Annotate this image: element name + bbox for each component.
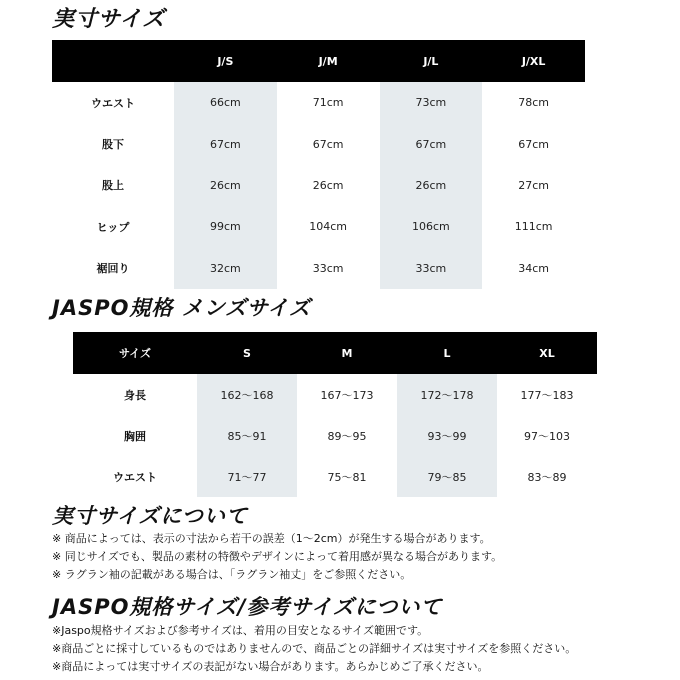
table-cell: 162〜168 xyxy=(197,374,297,415)
table-cell: 83〜89 xyxy=(527,470,567,484)
actual-size-title: 実寸サイズ xyxy=(52,7,166,32)
table-cell: 33cm xyxy=(380,248,483,289)
table-cell: 75〜81 xyxy=(327,470,367,484)
row-label: ウエスト xyxy=(113,470,157,484)
table-header-row xyxy=(52,40,585,82)
note-line: ※ ラグラン袖の記載がある場合は、「ラグラン袖丈」をご参照ください。 xyxy=(52,568,412,581)
table-row xyxy=(52,248,585,289)
note-line: ※ 商品によっては、表示の寸法から若干の誤差（1〜2cm）が発生する場合があります。 xyxy=(52,532,491,545)
table-row xyxy=(73,456,597,497)
header-cell-jm: J/M xyxy=(277,40,380,82)
row-label: ヒップ xyxy=(96,220,130,234)
header-cell-js: J/S xyxy=(174,40,277,82)
table-row xyxy=(52,206,585,247)
header-cell-m: M xyxy=(297,332,397,374)
table-cell: 71cm xyxy=(312,96,344,110)
header-cell-size: サイズ xyxy=(73,332,197,374)
row-label: 股下 xyxy=(102,138,124,152)
table-cell: 172〜178 xyxy=(397,374,497,415)
table-row xyxy=(73,374,597,415)
table-row xyxy=(52,123,585,164)
header-cell-xl: XL xyxy=(497,332,597,374)
row-label: 裾回り xyxy=(96,262,130,276)
table-cell: 93〜99 xyxy=(397,415,497,456)
header-cell xyxy=(52,40,174,82)
table-cell: 66cm xyxy=(174,82,277,123)
table-cell: 167〜173 xyxy=(320,388,374,402)
table-cell: 67cm xyxy=(312,137,344,151)
table-cell: 85〜91 xyxy=(197,415,297,456)
table-cell: 27cm xyxy=(518,178,549,192)
table-cell: 71〜77 xyxy=(197,456,297,497)
note-line: ※商品ごとに採寸しているものではありませんので、商品ごとの詳細サイズは実寸サイズを参照ください。 xyxy=(52,642,577,655)
note-line: ※商品によっては実寸サイズの表記がない場合があります。あらかじめご了承ください。 xyxy=(52,660,489,673)
header-cell-jl: J/L xyxy=(380,40,483,82)
table-cell: 97〜103 xyxy=(524,429,570,443)
row-label: ウエスト xyxy=(91,96,135,110)
about-jaspo-size-title: JASPO規格サイズ/参考サイズについて xyxy=(52,595,443,619)
table-cell: 33cm xyxy=(312,261,344,275)
jaspo-size-title: JASPO規格 メンズサイズ xyxy=(52,296,312,320)
about-actual-size-notes xyxy=(52,530,502,584)
table-row xyxy=(73,415,597,456)
table-cell: 67cm xyxy=(380,123,483,164)
table-cell: 99cm xyxy=(174,206,277,247)
table-cell: 111cm xyxy=(514,220,553,234)
table-cell: 26cm xyxy=(312,178,344,192)
table-cell: 73cm xyxy=(380,82,483,123)
table-cell: 67cm xyxy=(174,123,277,164)
table-cell: 89〜95 xyxy=(327,429,367,443)
table-header-row xyxy=(73,332,597,374)
table-cell: 32cm xyxy=(174,248,277,289)
table-cell: 177〜183 xyxy=(520,388,574,402)
table-cell: 79〜85 xyxy=(397,456,497,497)
table-cell: 104cm xyxy=(309,220,347,234)
header-cell-jxl: J/XL xyxy=(482,40,585,82)
row-label: 股上 xyxy=(102,179,124,193)
table-row xyxy=(52,82,585,123)
table-cell: 34cm xyxy=(518,261,549,275)
table-row xyxy=(52,165,585,206)
row-label: 身長 xyxy=(124,388,146,402)
table-cell: 26cm xyxy=(380,165,483,206)
row-label: 胸囲 xyxy=(124,429,146,443)
about-actual-size-title: 実寸サイズについて xyxy=(52,504,248,528)
note-line: ※Jaspo規格サイズおよび参考サイズは、着用の目安となるサイズ範囲です。 xyxy=(52,624,429,637)
actual-size-table xyxy=(52,40,585,289)
table-cell: 67cm xyxy=(518,137,549,151)
table-cell: 26cm xyxy=(174,165,277,206)
table-cell: 106cm xyxy=(380,206,483,247)
table-cell: 78cm xyxy=(518,96,549,110)
header-cell-l: L xyxy=(397,332,497,374)
note-line: ※ 同じサイズでも、製品の素材の特徴やデザインによって着用感が異なる場合があります。 xyxy=(52,550,503,563)
header-cell-s: S xyxy=(197,332,297,374)
jaspo-size-table xyxy=(73,332,597,497)
about-jaspo-size-notes xyxy=(52,622,576,676)
